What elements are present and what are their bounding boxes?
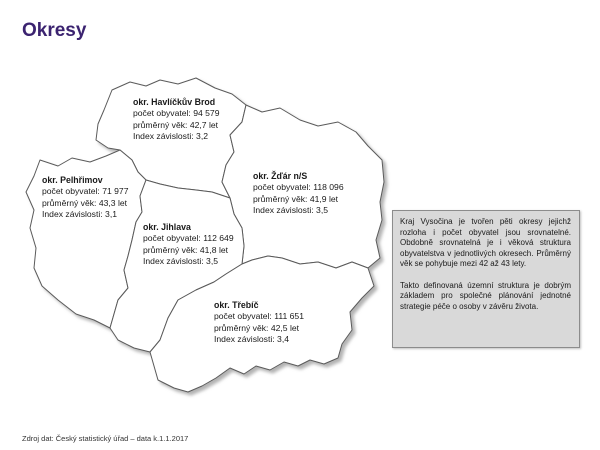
district-avg-age: průměrný věk: 41,8 let xyxy=(143,244,229,255)
district-population: počet obyvatel: 94 579 xyxy=(133,108,220,119)
district-name: okr. Havlíčkův Brod xyxy=(133,97,216,107)
district-name: okr. Třebíč xyxy=(214,300,259,310)
district-label-pelhrimov xyxy=(42,175,128,221)
district-avg-age: průměrný věk: 42,5 let xyxy=(214,322,300,333)
district-label-zdar xyxy=(253,171,344,217)
district-population: počet obyvatel: 112 649 xyxy=(143,233,234,244)
district-dependency-index: Index závislosti: 3,5 xyxy=(253,205,328,216)
info-paragraph-2: Takto definovaná územní struktura je dobrým základem pro společné plánování jednotné strategie péče o osoby v závěru života. xyxy=(400,280,571,311)
district-population: počet obyvatel: 111 651 xyxy=(214,311,304,322)
district-population: počet obyvatel: 71 977 xyxy=(42,186,129,197)
district-label-trebic xyxy=(214,300,304,346)
district-avg-age: průměrný věk: 41,9 let xyxy=(253,193,339,204)
district-name: okr. Pelhřimov xyxy=(42,175,103,185)
page-title: Okresy xyxy=(22,20,87,41)
district-dependency-index: Index závislosti: 3,4 xyxy=(214,334,289,345)
district-dependency-index: Index závislosti: 3,5 xyxy=(143,256,218,267)
district-label-jihlava xyxy=(143,222,234,268)
district-name: okr. Jihlava xyxy=(143,222,191,232)
district-dependency-index: Index závislosti: 3,1 xyxy=(42,209,117,220)
district-dependency-index: Index závislosti: 3,2 xyxy=(133,131,208,142)
district-population: počet obyvatel: 118 096 xyxy=(253,182,344,193)
district-label-havlickuv-brod xyxy=(133,97,219,143)
district-name: okr. Žďár n/S xyxy=(253,171,308,181)
info-box xyxy=(392,210,580,348)
info-paragraph-1: Kraj Vysočina je tvořen pěti okresy jejichž rozloha i počet obyvatel jsou srovnatelné. Obdobně srovnatelná je i věková struktura obyvatelstva v jednotlivých okresech. Průměrný věk se pohybuje mezi 42 až 43 lety. xyxy=(400,217,571,269)
district-avg-age: průměrný věk: 43,3 let xyxy=(42,197,128,208)
district-avg-age: průměrný věk: 42,7 let xyxy=(133,119,219,130)
data-source-note: Zdroj dat: Český statistický úřad – data k.1.1.2017 xyxy=(22,434,189,443)
